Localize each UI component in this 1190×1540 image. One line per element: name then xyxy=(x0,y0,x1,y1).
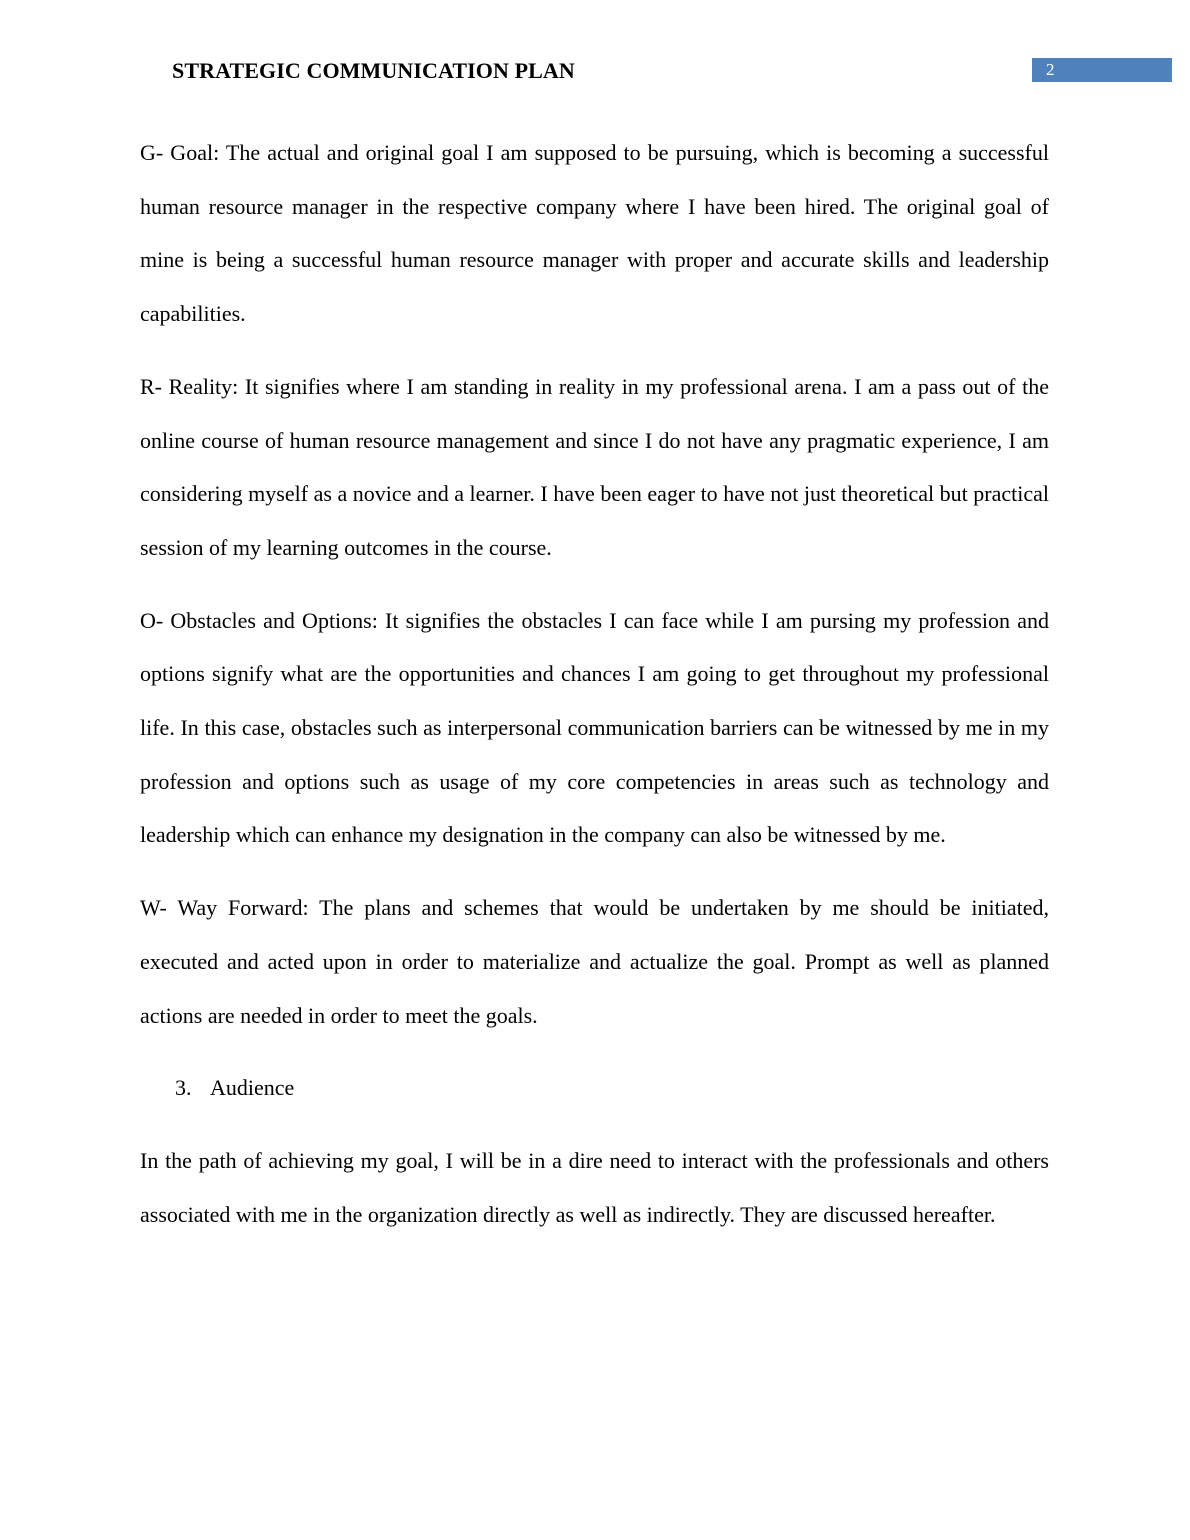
page-number-badge xyxy=(1032,58,1172,82)
paragraph-audience: In the path of achieving my goal, I will be in a dire need to interact with the professionals and others associated with me in the organization directly as well as indirectly. They are discussed hereafter. xyxy=(140,1147,1049,1227)
paragraph-obstacles-options: O- Obstacles and Options: It signifies the obstacles I can face while I am pursing my profession and options signify what are the opportunities and chances I am going to get throughout my professional life. In this case, obstacles such as interpersonal communication barriers can be witnessed by me in my profession and options such as usage of my core competencies in areas such as technology and leadership which can enhance my designation in the company can also be witnessed by me. xyxy=(140,607,1049,848)
page-number: 2 xyxy=(1046,60,1055,79)
document-body xyxy=(140,126,1049,1241)
paragraph-reality: R- Reality: It signifies where I am standing in reality in my professional arena. I am a pass out of the online course of human resource management and since I do not have any pragmatic experience, I am considering myself as a novice and a learner. I have been eager to have not just theoretical but practical session of my learning outcomes in the course. xyxy=(140,373,1049,560)
paragraph-goal: G- Goal: The actual and original goal I am supposed to be pursuing, which is becoming a successful human resource manager in the respective company where I have been hired. The original goal of mine is being a successful human resource manager with proper and accurate skills and leadership capabilities. xyxy=(140,140,1049,327)
section-title: Audience xyxy=(210,1075,295,1101)
running-head-title: STRATEGIC COMMUNICATION PLAN xyxy=(172,58,575,83)
section-number: 3. xyxy=(175,1075,192,1101)
paragraph-way-forward: W- Way Forward: The plans and schemes that would be undertaken by me should be initiated, executed and acted upon in order to materialize and actualize the goal. Prompt as well as planned actions are needed in order to meet the goals. xyxy=(140,895,1049,1028)
section-heading-audience xyxy=(140,1061,1049,1115)
